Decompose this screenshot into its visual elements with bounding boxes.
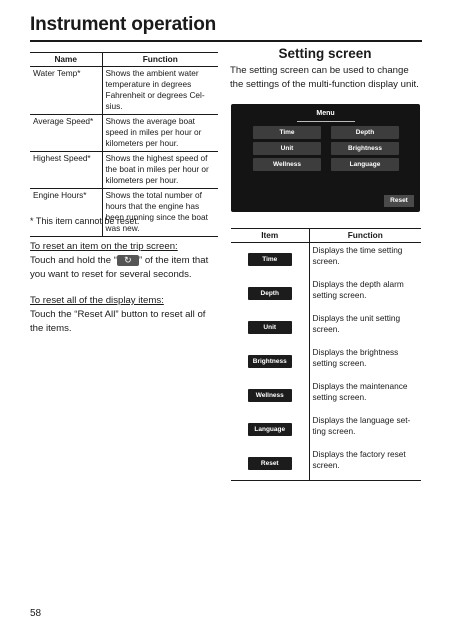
item-function: Displays the brightness setting screen. — [312, 346, 399, 368]
reset-icon: ↻ — [117, 255, 139, 266]
item-function: Displays the time setting screen. — [312, 245, 403, 266]
table-row — [30, 115, 218, 152]
reset-item-instructions — [30, 240, 220, 282]
page-title: Instrument operation — [30, 14, 217, 35]
item-function: Displays the depth alarm setting screen. — [312, 278, 404, 300]
item-cell — [231, 277, 309, 311]
trip-item-function: Shows the total number of hours that the engine has been running since the boat was new. — [102, 189, 218, 237]
footnote: * This item cannot be reset. — [30, 216, 140, 226]
trip-item-function: Shows the highest speed of the boat in miles per hour or kilometers per hour. — [102, 152, 218, 189]
table-row — [231, 447, 421, 481]
item-function: Displays the unit setting screen. — [312, 312, 401, 334]
setting-screen-heading: Setting screen — [278, 46, 372, 61]
table-header-row — [30, 53, 218, 67]
menu-button-reset[interactable]: Reset — [384, 195, 414, 207]
item-function: Displays the maintenance setting screen. — [312, 380, 408, 402]
table-row — [231, 277, 421, 311]
item-cell — [231, 379, 309, 413]
item-cell — [231, 345, 309, 379]
item-button-depth: Depth — [248, 287, 292, 300]
table-row — [231, 243, 421, 277]
trip-item-name: Average Speed* — [30, 115, 102, 152]
menu-button-brightness[interactable]: Brightness — [331, 142, 399, 155]
table-row — [231, 311, 421, 345]
item-function: Displays the factory reset screen. — [309, 447, 421, 481]
item-cell — [231, 311, 309, 345]
table-row — [231, 345, 421, 379]
item-cell — [231, 243, 309, 277]
reset-item-heading: To reset an item on the trip screen: — [30, 241, 178, 252]
column-header-item: Item — [231, 229, 309, 243]
item-button-unit: Unit — [248, 321, 292, 334]
menu-button-unit[interactable]: Unit — [253, 142, 321, 155]
item-button-wellness: Wellness — [248, 389, 292, 402]
setting-items-table — [231, 228, 421, 481]
item-cell — [231, 447, 309, 481]
column-header-name: Name — [30, 53, 102, 67]
table-row — [30, 152, 218, 189]
menu-button-time[interactable]: Time — [253, 126, 321, 139]
menu-button-language[interactable]: Language — [331, 158, 399, 171]
reset-all-instructions — [30, 294, 220, 336]
table-row — [231, 379, 421, 413]
item-cell — [231, 413, 309, 447]
menu-button-wellness[interactable]: Wellness — [253, 158, 321, 171]
trip-item-name: Engine Hours* — [30, 189, 102, 237]
trip-items-table — [30, 52, 218, 237]
menu-button-depth[interactable]: Depth — [331, 126, 399, 139]
item-button-reset: Reset — [248, 457, 292, 470]
item-button-time: Time — [248, 253, 292, 266]
table-row — [231, 413, 421, 447]
table-header-row — [231, 229, 421, 243]
trip-item-function: Shows the average boat speed in miles per hour or kilometers per hour. — [102, 115, 218, 152]
setting-screen-description: The setting screen can be used to change the settings of the multi-function display unit. — [230, 65, 419, 90]
menu-title: Menu — [316, 110, 335, 117]
item-button-language: Language — [248, 423, 292, 436]
title-rule — [30, 40, 422, 42]
trip-item-name: Highest Speed* — [30, 152, 102, 189]
menu-title-underline — [297, 121, 355, 122]
reset-item-text-after: ” of the item that you want to reset for several seconds. — [30, 255, 209, 280]
column-header-function: Function — [309, 229, 421, 243]
reset-item-text-before: Touch and hold the “ — [30, 255, 117, 266]
reset-all-text: Touch the “Reset All” button to reset all of the items. — [30, 309, 206, 334]
table-row — [30, 67, 218, 115]
item-function: Displays the language set-ting screen. — [312, 414, 411, 436]
column-header-function: Function — [102, 53, 218, 67]
item-button-brightness: Brightness — [248, 355, 292, 368]
table-row — [30, 189, 218, 237]
trip-item-function: Shows the ambient water temperature in degrees Fahrenheit or degrees Cel-sius. — [102, 67, 218, 115]
reset-all-heading: To reset all of the display items: — [30, 295, 164, 306]
trip-item-name: Water Temp* — [30, 67, 102, 115]
reset-item-text — [30, 254, 220, 282]
page-number: 58 — [30, 608, 42, 619]
menu-screen-illustration — [231, 104, 420, 212]
